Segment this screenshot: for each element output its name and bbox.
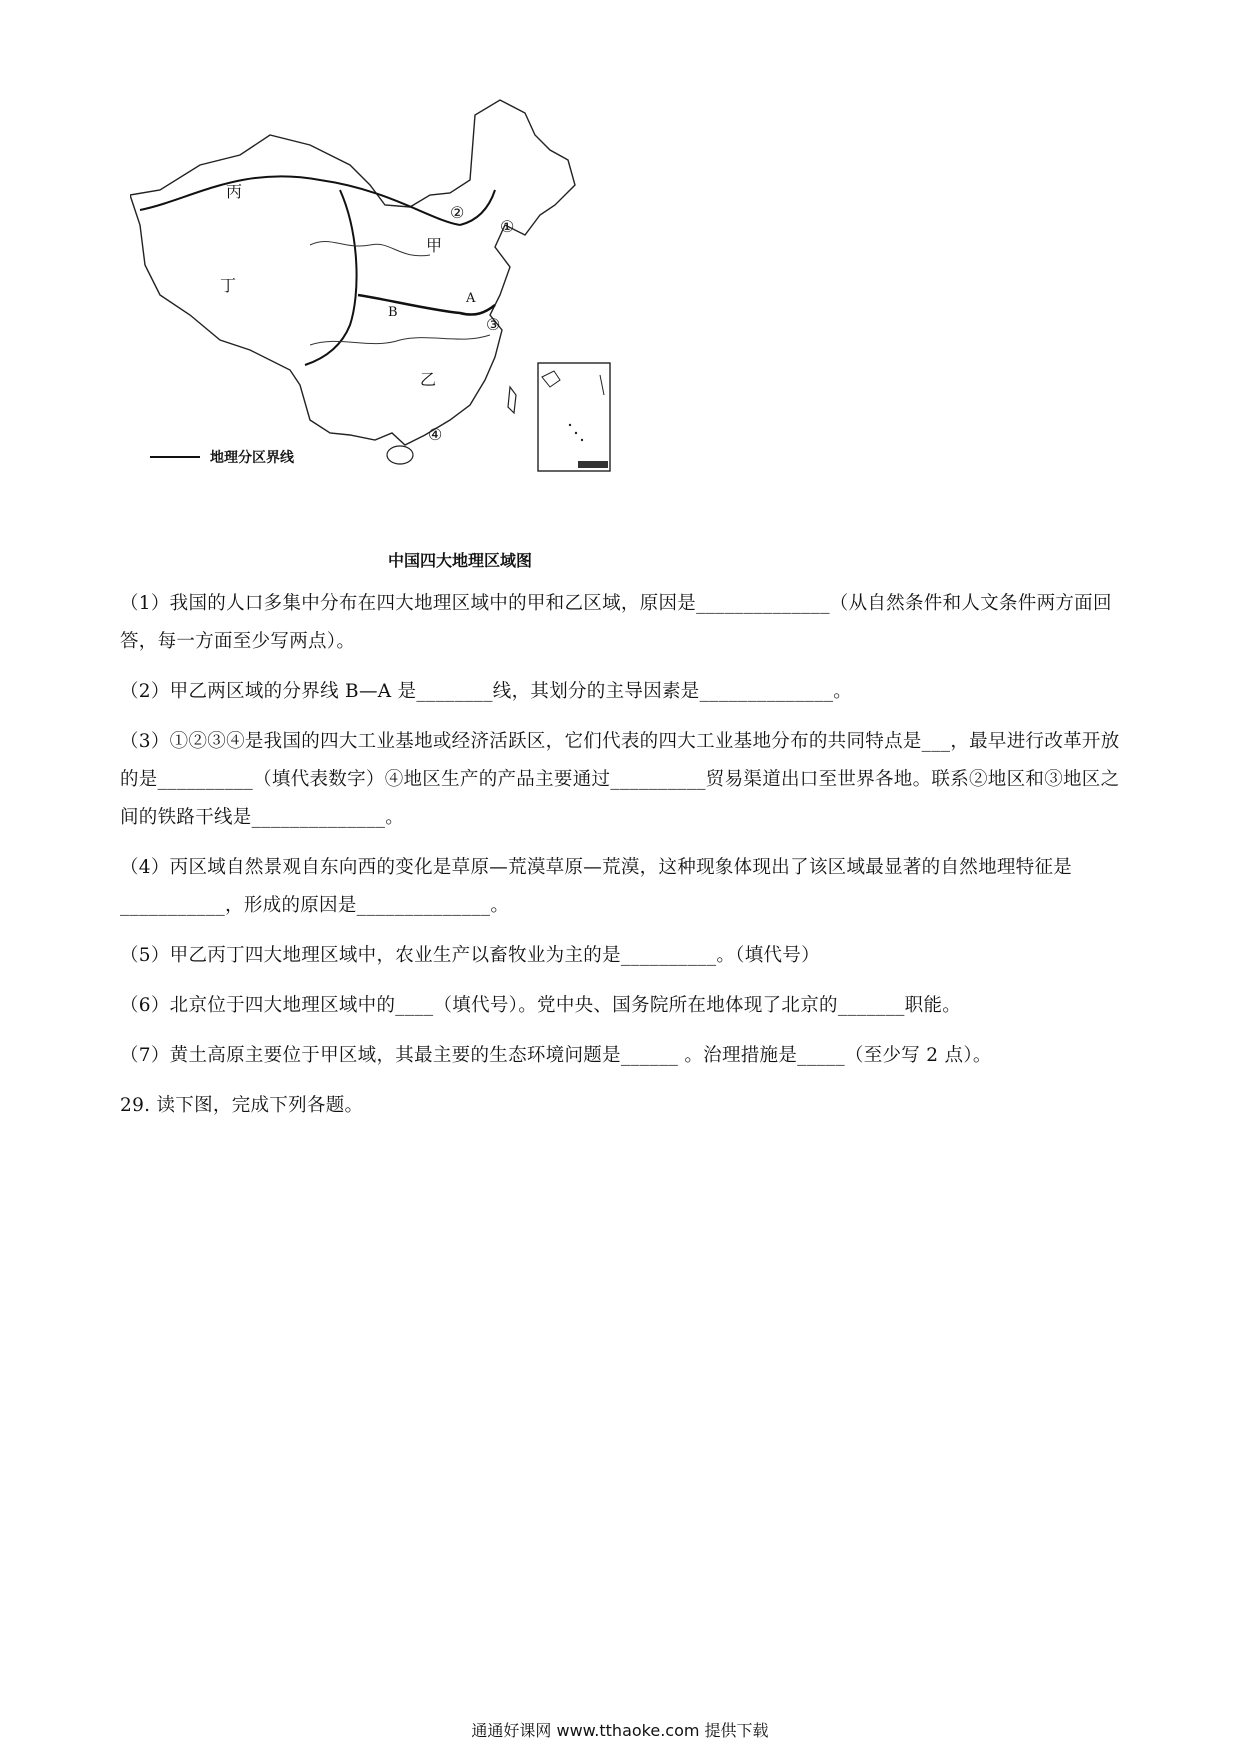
question-6: （6）北京位于四大地理区域中的____（填代号）。党中央、国务院所在地体现了北京的_______职能。 — [120, 995, 962, 1016]
taiwan-island — [508, 387, 516, 413]
question-4: （4）丙区域自然景观自东向西的变化是草原—荒漠草原—荒漠，这种现象体现出了该区域最显著的自然地理特征是___________，形成的原因是______________。 — [120, 857, 1073, 916]
boundary-point-b: B — [388, 305, 398, 320]
question-7: （7）黄土高原主要位于甲区域，其最主要的生态环境问题是______ 。治理措施是_____（至少写 2 点）。 — [120, 1045, 992, 1066]
map-drawing — [130, 95, 710, 535]
question-list — [120, 585, 1130, 1137]
country-outline — [130, 100, 575, 445]
marker-3: ③ — [486, 315, 501, 334]
map-legend — [150, 447, 294, 467]
legend-line-icon — [150, 456, 200, 458]
question-29-heading: 29. 读下图，完成下列各题。 — [120, 1095, 364, 1116]
figure-caption: 中国四大地理区域图 — [387, 551, 532, 570]
legend-label: 地理分区界线 — [210, 450, 294, 466]
marker-1: ① — [500, 217, 515, 236]
region-label-ding: 丁 — [220, 276, 237, 295]
boundary-ding-east — [305, 190, 357, 365]
river-yellow — [310, 241, 430, 255]
marker-4: ④ — [428, 425, 443, 444]
boundary-jia-bing — [460, 190, 495, 225]
region-label-bing: 丙 — [226, 182, 243, 201]
marker-2: ② — [450, 203, 465, 222]
inset-map-frame — [538, 363, 610, 471]
question-3: （3）①②③④是我国的四大工业基地或经济活跃区，它们代表的四大工业基地分布的共同特点是___，最早进行改革开放的是__________（填代表数字）④地区生产的产品主要通过__________贸易渠道出口至世界各地。联系②地区和③地区之间的铁路干线是______________。 — [120, 731, 1120, 828]
boundary-point-a: A — [466, 291, 476, 306]
region-label-yi: 乙 — [420, 370, 437, 389]
region-label-jia: 甲 — [426, 236, 443, 255]
boundary-bing-ding — [140, 176, 460, 225]
hainan-island — [387, 446, 413, 464]
question-2: （2）甲乙两区域的分界线 B—A 是________线，其划分的主导因素是______________。 — [120, 681, 853, 702]
china-regions-map — [130, 95, 710, 535]
river-yangtze — [310, 335, 490, 345]
page-footer: 通通好课网 www.tthaoke.com 提供下载 — [471, 1721, 769, 1740]
question-1: （1）我国的人口多集中分布在四大地理区域中的甲和乙区域，原因是______________（从自然条件和人文条件两方面回答，每一方面至少写两点）。 — [120, 593, 1112, 652]
question-5: （5）甲乙丙丁四大地理区域中，农业生产以畜牧业为主的是__________。（填代号） — [120, 945, 820, 966]
